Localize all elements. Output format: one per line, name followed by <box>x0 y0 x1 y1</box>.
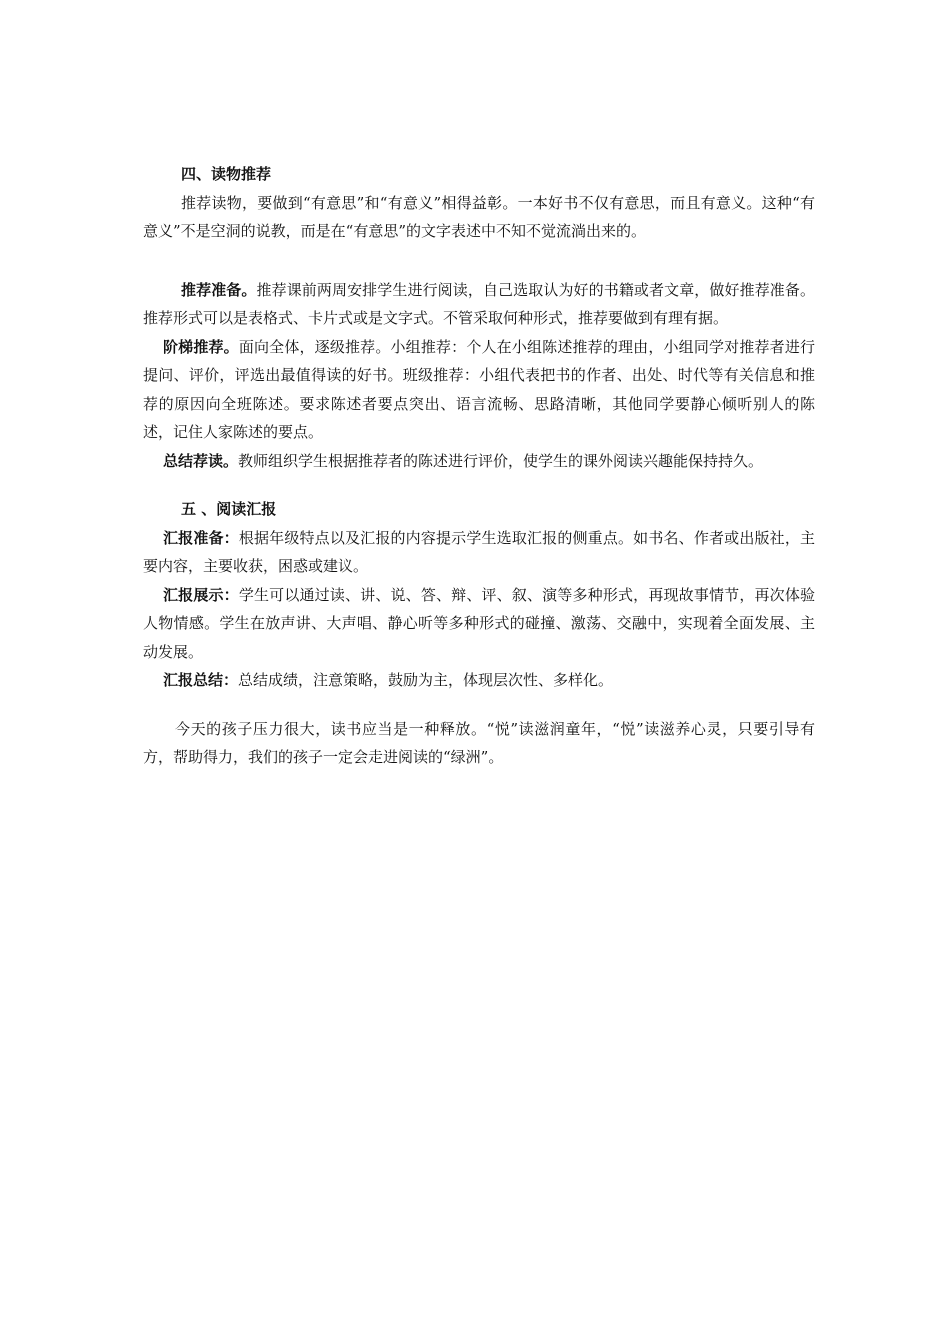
section-5-heading: 五 、阅读汇报 <box>181 500 277 518</box>
report-prep-text: 根据年级特点以及汇报的内容提示学生选取汇报的侧重点。如书名、作者或出版社，主要内容，主要收获，困惑或建议。 <box>143 528 815 575</box>
ladder-recommend-text: 面向全体，逐级推荐。小组推荐：个人在小组陈述推荐的理由，小组同学对推荐者进行提问、评价，评选出最值得读的好书。班级推荐：小组代表把书的作者、出处、时代等有关信息和推荐的原因向全班陈述。要求陈述者要点突出、语言流畅、思路清晰，其他同学要静心倾听别人的陈述，记住人家陈述的要点。 <box>143 337 815 441</box>
section-4-heading: 四、读物推荐 <box>181 165 272 183</box>
conclusion-paragraph: 今天的孩子压力很大，读书应当是一种释放。“悦”读滋润童年，“悦”读滋养心灵，只要引导有方，帮助得力，我们的孩子一定会走进阅读的“绿洲”。 <box>143 719 815 766</box>
spacer <box>143 246 815 276</box>
report-summary-paragraph <box>143 666 815 695</box>
ladder-recommend-lead: 阶梯推荐。 <box>163 337 239 356</box>
report-summary-lead: 汇报总结： <box>163 671 239 689</box>
section-4-intro: 推荐读物，要做到“有意思”和“有意义”相得益彰。一本好书不仅有意思，而且有意义。这种“有意义”不是空洞的说教，而是在“有意思”的文字表述中不知不觉流淌出来的。 <box>143 193 815 240</box>
recommend-prep-lead: 推荐准备。 <box>181 280 257 299</box>
report-show-text: 学生可以通过读、讲、说、答、辩、评、叙、演等多种形式，再现故事情节，再次体验人物情感。学生在放声讲、大声唱、静心听等多种形式的碰撞、激荡、交融中，实现着全面发展、主动发展。 <box>143 585 815 661</box>
summary-recommend-paragraph <box>143 447 815 476</box>
report-summary-text: 总结成绩，注意策略，鼓励为主，体现层次性、多样化。 <box>238 671 614 689</box>
summary-recommend-text: 教师组织学生根据推荐者的陈述进行评价，使学生的课外阅读兴趣能保持持久。 <box>238 451 764 470</box>
report-show-lead: 汇报展示： <box>163 585 239 604</box>
recommend-prep-paragraph <box>143 276 815 333</box>
ladder-recommend-paragraph <box>143 333 815 447</box>
report-prep-paragraph <box>143 524 815 581</box>
recommend-prep-text: 推荐课前两周安排学生进行阅读，自己选取认为好的书籍或者文章，做好推荐准备。推荐形式可以是表格式、卡片式或是文字式。不管采取何种形式，推荐要做到有理有据。 <box>143 280 815 327</box>
document-page <box>143 160 815 772</box>
spacer <box>143 695 815 715</box>
summary-recommend-lead: 总结荐读。 <box>163 451 239 470</box>
report-prep-lead: 汇报准备： <box>163 528 239 547</box>
report-show-paragraph <box>143 581 815 667</box>
spacer <box>143 475 815 495</box>
